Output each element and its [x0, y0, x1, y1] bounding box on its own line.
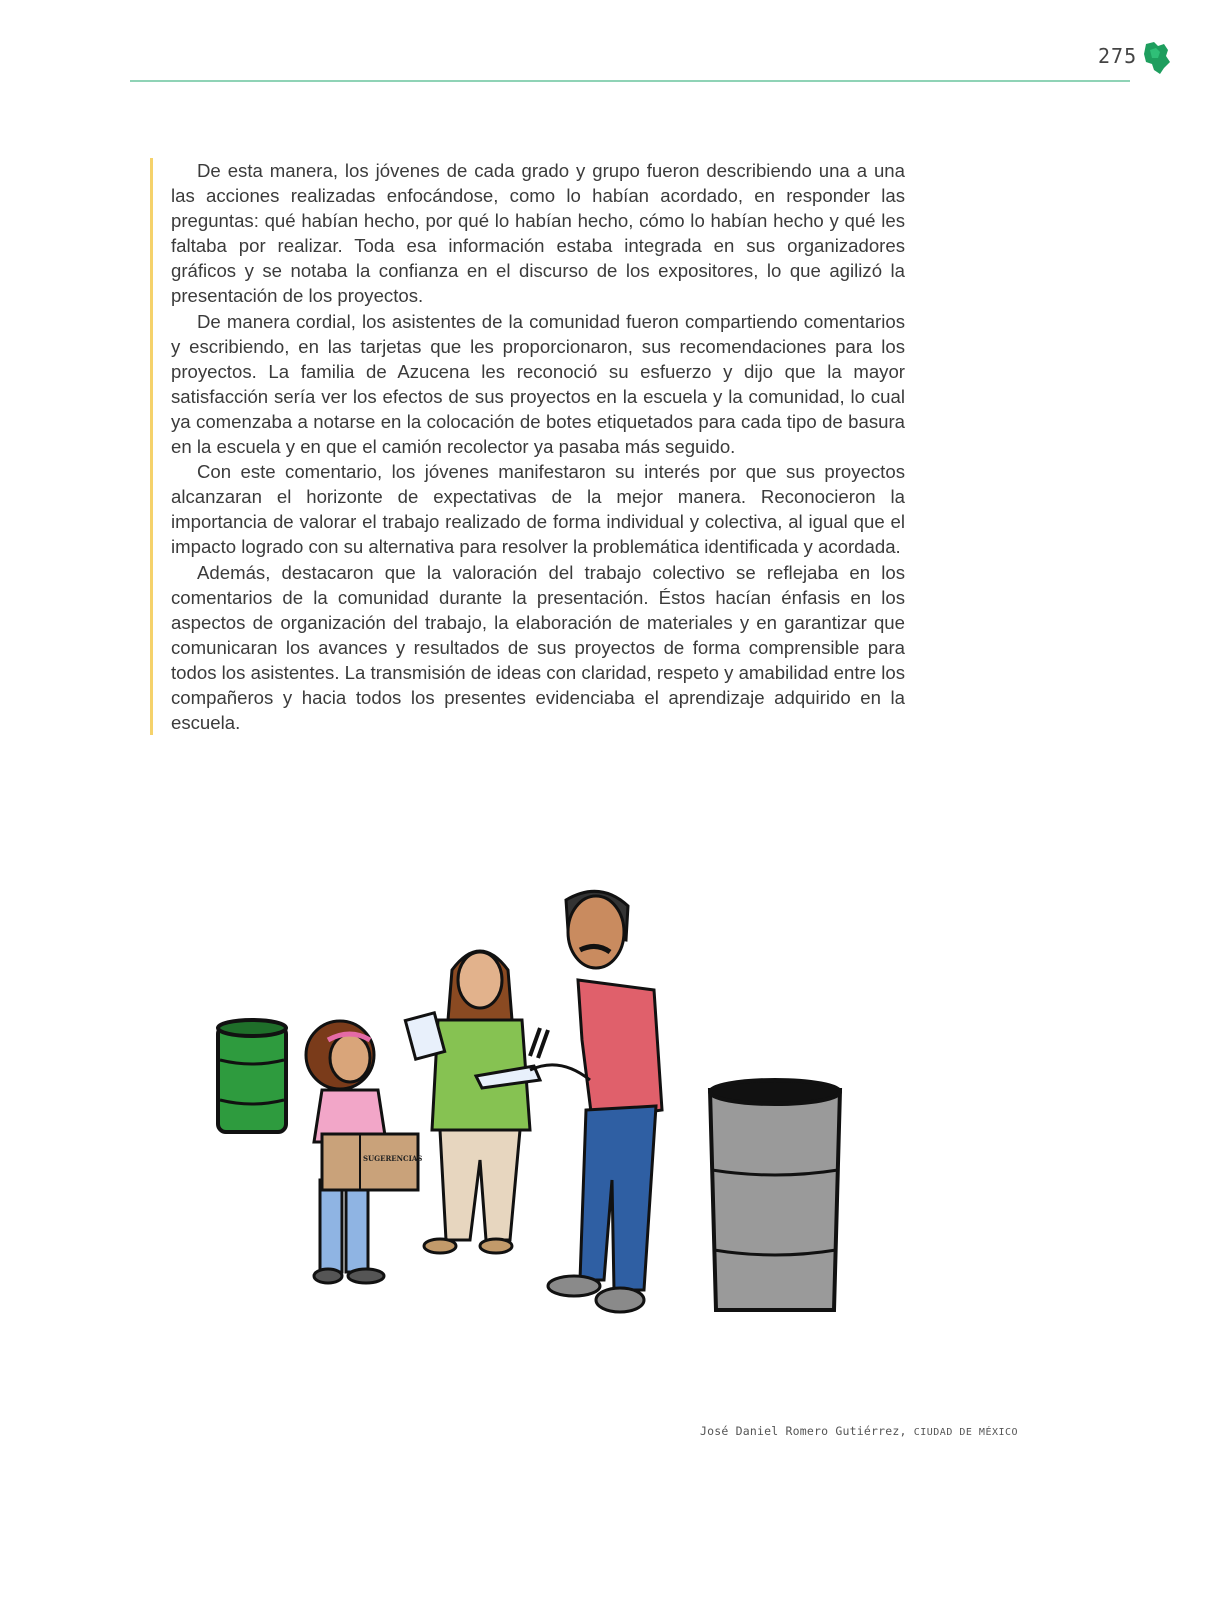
header-rule: [130, 80, 1130, 82]
credit-author: José Daniel Romero Gutiérrez,: [700, 1424, 907, 1438]
page-number: 275: [1098, 44, 1138, 68]
paragraph-2: De manera cordial, los asistentes de la comunidad fueron compartiendo comentarios y escribiendo, en las tarjetas que les proporcionaron, sus recomendaciones para los proyectos. La familia de Azucena les reconoció su esfuerzo y dijo que la mayor satisfacción sería ver los efectos de sus proyectos en la escuela y la comunidad, lo cual ya comenzaba a notarse en la colocación de botes etiquetados para cada tipo de basura en la escuela y en que el camión recolector ya pasaba más seguido.: [171, 310, 905, 458]
paragraph-1: De esta manera, los jóvenes de cada grado y grupo fueron describiendo una a una las acciones realizadas enfocándose, como lo habían acordado, en responder las preguntas: qué habían hecho, por qué lo habían hecho, cómo lo habían hecho y qué les faltaba por realizar. Toda esa información estaba integrada en sus organizadores gráficos y se notaba la confianza en el discurso de los expositores, lo que agilizó la presentación de los proyectos.: [171, 160, 905, 307]
green-map-icon: [1140, 40, 1172, 76]
credit-place: CIUDAD DE MÉXICO: [913, 1427, 1019, 1438]
box-label: SUGERENCIAS: [363, 1154, 423, 1163]
paragraph-4: Además, destacaron que la valoración del trabajo colectivo se reflejaba en los comentarios de la comunidad durante la presentación. Éstos hacían énfasis en los aspectos de organización del trabajo, la elaboración de materiales y en garantizar que comunicaran los avances y resultados de sus proyectos de forma comprensible para todos los asistentes. La transmisión de ideas con claridad, respeto y amabilidad entre los compañeros y hacia todos los presentes evidenciaba el aprendizaje adquirido en la escuela.: [171, 561, 905, 734]
illustration-credit: [700, 1424, 1018, 1438]
gray-trash-bin: [710, 1080, 840, 1310]
community-illustration: [200, 880, 880, 1360]
text-block: [150, 158, 905, 735]
girl-with-box: [306, 1021, 422, 1283]
man-writing: [530, 891, 662, 1312]
teen-girl: [405, 951, 540, 1253]
paragraph-3: Con este comentario, los jóvenes manifestaron su interés por que sus proyectos alcanzaran el horizonte de expectativas de la mejor manera. Reconocieron la importancia de valorar el trabajo realizado de forma individual y colectiva, al igual que el impacto logrado con su alternativa para resolver la problemática identificada y acordada.: [171, 461, 905, 558]
green-trash-bin: [218, 1020, 286, 1132]
